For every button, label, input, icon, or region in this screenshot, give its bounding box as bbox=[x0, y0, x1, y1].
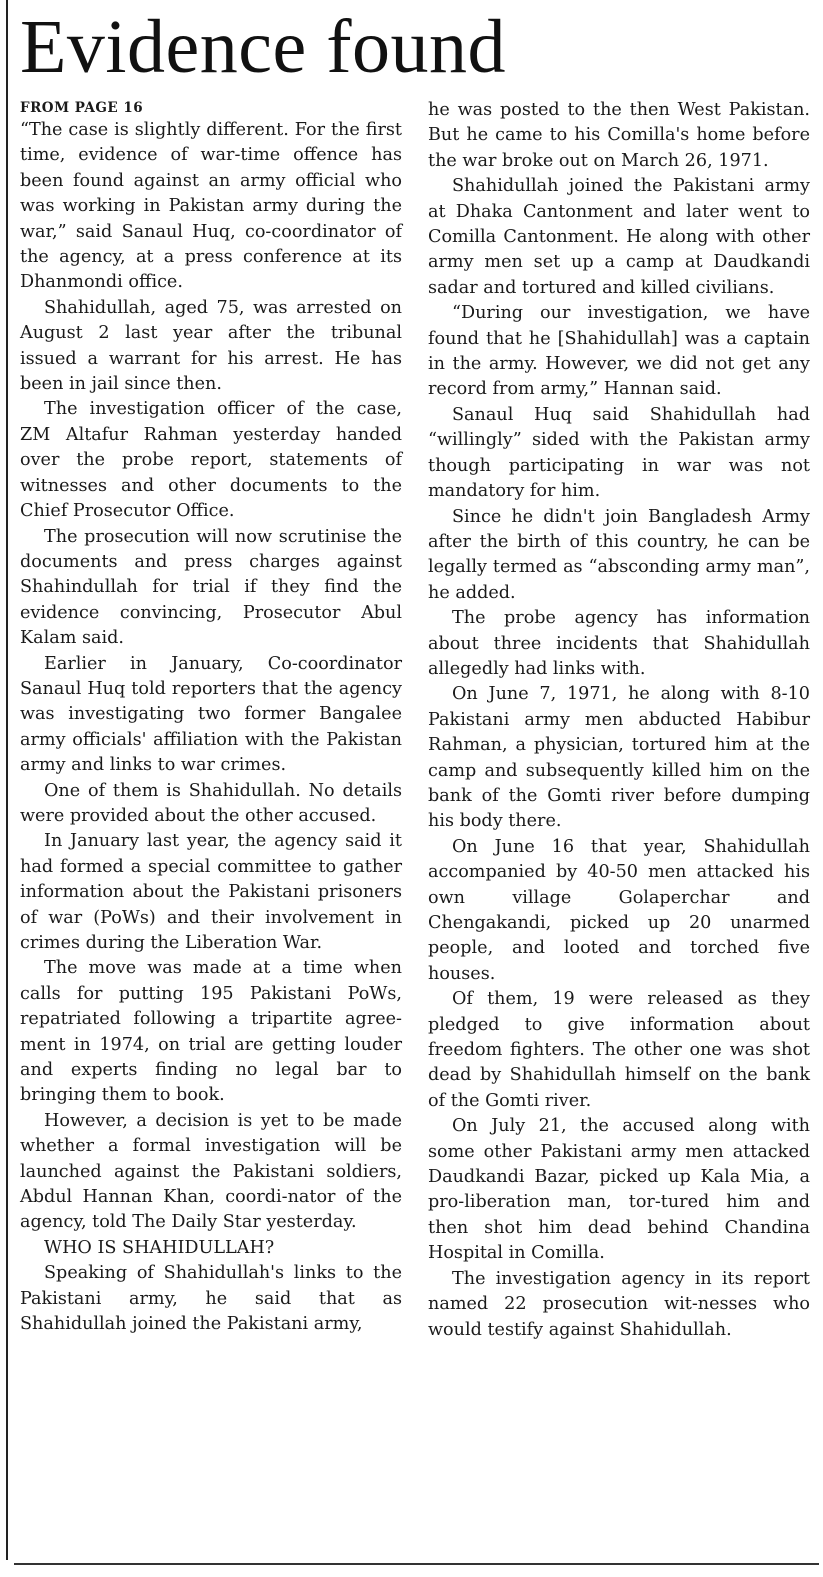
paragraph: The prosecution will now scrutinise the documents and press charges against Shahindullah for trial if they find the evidence convincing, Prosecutor Abul Kalam said. bbox=[20, 526, 402, 649]
paragraph: The move was made at a time when calls for putting 195 Pakistani PoWs, repatriated following a tripartite agree-ment in 1974, on trial are getting louder and experts finding no legal bar to bringing them to book. bbox=[20, 958, 402, 1106]
paragraph: Of them, 19 were released as they pledged to give information about freedom fighters. The other one was shot dead by Shahidullah himself on the bank of the Gomti river. bbox=[428, 989, 810, 1111]
paragraph: Since he didn't join Bangladesh Army after the birth of this country, he can be legally termed as “absconding army man”, he added. bbox=[428, 506, 810, 603]
paragraph: In January last year, the agency said it had formed a special committee to gather information about the Pakistani prisoners of war (PoWs) and their involvement in crimes during the Liberation War. bbox=[20, 831, 402, 953]
paragraph: Shahidullah, aged 75, was arrested on August 2 last year after the tribunal issued a warrant for his arrest. He has been in jail since then. bbox=[20, 297, 402, 395]
article-columns bbox=[20, 98, 810, 1343]
section-subhead: WHO IS SHAHIDULLAH? bbox=[44, 1237, 275, 1258]
paragraph-continuation: he was posted to the then West Pakistan. But he came to his Comilla's home before the war broke out on March 26, 1971. bbox=[428, 100, 810, 171]
paragraph: Shahidullah joined the Pakistani army at Dhaka Cantonment and later went to Comilla Cantonment. He along with other army men set up a camp at Daudkandi sadar and tortured and killed civilians. bbox=[428, 176, 810, 298]
paragraph: On July 21, the accused along with some other Pakistani army men attacked Daudkandi Bazar, picked up Kala Mia, a pro-liberation man, tor-tured him and then shot him dead behind Chandina Hospital in Comilla. bbox=[428, 1116, 810, 1264]
paragraph: “During our investigation, we have found that he [Shahidullah] was a captain in the army. However, we did not get any record from army,” Hannan said. bbox=[428, 303, 810, 400]
bottom-rule bbox=[14, 1563, 819, 1565]
paragraph: On June 16 that year, Shahidullah accompanied by 40-50 men attacked his own village Golaperchar and Chengakandi, picked up 20 unarmed people, and looted and torched five houses. bbox=[428, 836, 810, 984]
right-column bbox=[428, 98, 810, 1343]
paragraph: Speaking of Shahidullah's links to the Pakistani army, he said that as Shahidullah joined the Pakistani army, bbox=[20, 1263, 402, 1335]
left-column bbox=[20, 98, 402, 1343]
paragraph: The investigation officer of the case, ZM Altafur Rahman yesterday handed over the probe report, statements of witnesses and other documents to the Chief Prosecutor Office. bbox=[20, 399, 402, 522]
paragraph: “The case is slightly different. For the first time, evidence of war-time offence has been found against an army official who was working in Pakistan army during the war,” said Sanaul Huq, co-coordinator of the agency, at a press conference at its Dhanmondi office. bbox=[20, 120, 402, 293]
paragraph: Earlier in January, Co-coordinator Sanaul Huq told reporters that the agency was investigating two former Bangalee army officials' affiliation with the Pakistan army and links to war crimes. bbox=[20, 653, 402, 776]
paragraph: On June 7, 1971, he along with 8-10 Pakistani army men abducted Habibur Rahman, a physician, tortured him at the camp and subsequently killed him on the bank of the Gomti river before dumping his body there. bbox=[428, 684, 810, 832]
paragraph: The investigation agency in its report named 22 prosecution wit-nesses who would testify against Shahidullah. bbox=[428, 1268, 810, 1340]
jump-kicker: FROM PAGE 16 bbox=[20, 100, 144, 116]
paragraph: The probe agency has information about three incidents that Shahidullah allegedly had links with. bbox=[428, 608, 810, 679]
article-headline: Evidence found bbox=[20, 5, 507, 89]
paragraph: One of them is Shahidullah. No details were provided about the other accused. bbox=[20, 780, 402, 826]
left-column-rule bbox=[6, 0, 8, 1560]
paragraph: Sanaul Huq said Shahidullah had “willingly” sided with the Pakistan army though participating in war was not mandatory for him. bbox=[428, 404, 810, 502]
paragraph: However, a decision is yet to be made whether a formal investigation will be launched against the Pakistani soldiers, Abdul Hannan Khan, coordi-nator of the agency, told The Daily Star yesterday. bbox=[20, 1110, 402, 1233]
